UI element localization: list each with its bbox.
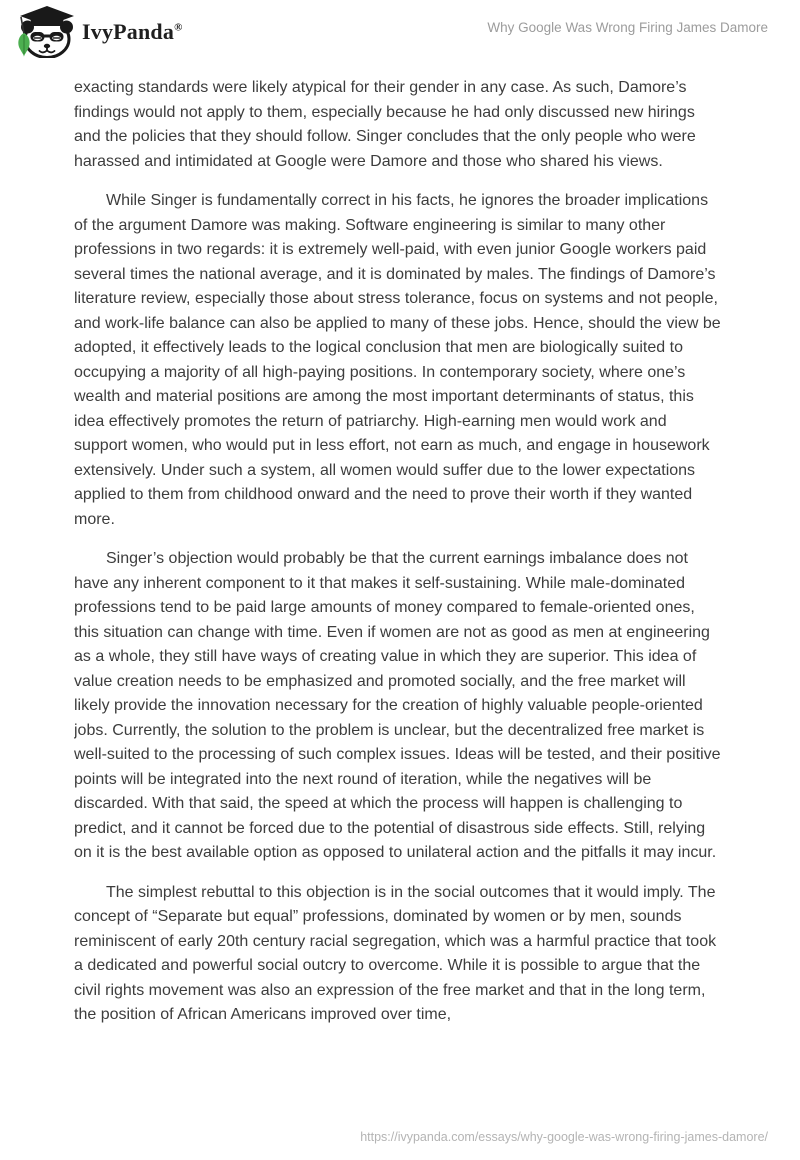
- essay-content: [74, 76, 721, 1076]
- brand: [14, 6, 183, 58]
- page-header: [0, 0, 800, 62]
- registered-trademark: ®: [174, 21, 183, 34]
- document-title: Why Google Was Wrong Firing James Damore: [487, 20, 768, 35]
- page-footer: [360, 1130, 768, 1144]
- essay-paragraph: The simplest rebuttal to this objection is in the social outcomes that it would imply. The concept of “Separate but equal” professions, dominated by women or by men, sounds reminiscent of early 20th century racial segregation, which was a harmful practice that took a dedicated and powerful social outcry to overcome. While it is possible to argue that the civil rights movement was also an expression of the free market and that in the long term, the position of African Americans improved over time,: [74, 883, 717, 1023]
- ivypanda-logo-icon: [14, 6, 76, 58]
- source-url: https://ivypanda.com/essays/why-google-was-wrong-firing-james-damore/: [360, 1130, 768, 1144]
- brand-name: [82, 19, 183, 45]
- essay-paragraph: Singer’s objection would probably be that the current earnings imbalance does not have any inherent component to it that makes it self-sustaining. While male-dominated professions tend to be paid large amounts of money compared to female-oriented ones, this situation can change with time. Even if women are not as good as men at engineering as a whole, they still have ways of creating value in which they are superior. This idea of value creation needs to be emphasized and promoted socially, and the free market will likely provide the innovation necessary for the creation of highly valuable people-oriented jobs. Currently, the solution to the problem is unclear, but the decentralized free market is well-suited to the processing of such complex issues. Ideas will be tested, and their positive points will be integrated into the next round of iteration, while the negatives will be discarded. With that said, the speed at which the process will happen is challenging to predict, and it cannot be forced due to the potential of disastrous side effects. Still, relying on it is the best available option as opposed to unilateral action and the pitfalls it may incur.: [74, 550, 721, 861]
- brand-name-text: IvyPanda: [82, 19, 175, 44]
- essay-paragraph: exacting standards were likely atypical for their gender in any case. As such, Damore’s findings would not apply to them, especially because he had only discussed new hirings and the policies that they should follow. Singer concludes that the only people who were harassed and intimidated at Google were Damore and those who shared his views.: [74, 79, 696, 170]
- essay-paragraph: While Singer is fundamentally correct in his facts, he ignores the broader implications of the argument Damore was making. Software engineering is similar to many other professions in two regards: it is extremely well-paid, with even junior Google workers paid several times the national average, and it is dominated by males. The findings of Damore’s literature review, especially those about stress tolerance, focus on systems and not people, and work-life balance can also be applied to many of these jobs. Hence, should the view be adopted, it effectively leads to the logical conclusion that men are biologically suited to occupying a majority of all high-paying positions. In contemporary society, where one’s wealth and material positions are among the most important determinants of status, this idea effectively promotes the return of patriarchy. High-earning men would work and support women, who would put in less effort, not earn as much, and engage in housework extensively. Under such a system, all women would suffer due to the lower expectations applied to them from childhood onward and the need to prove their worth if they wanted more.: [74, 192, 721, 528]
